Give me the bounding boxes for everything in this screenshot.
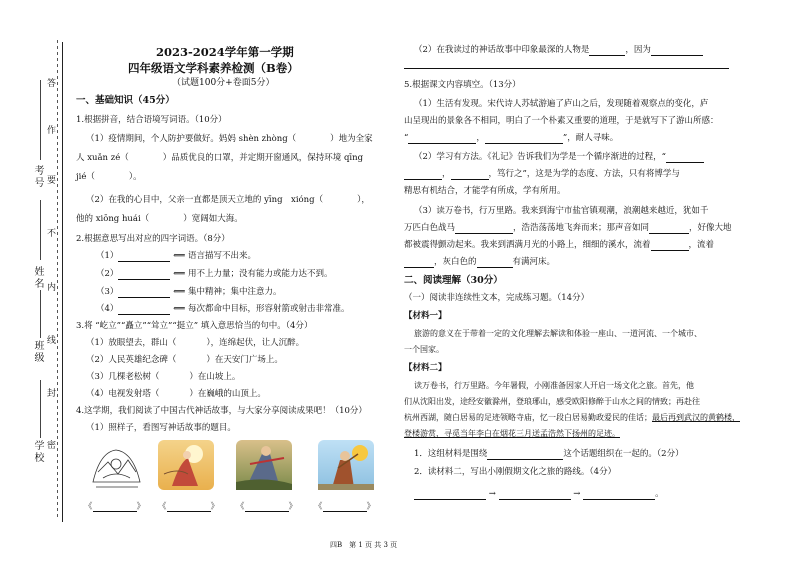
q5-3g: ，灰白色的 有满河床。 bbox=[404, 256, 555, 268]
school-line bbox=[40, 380, 41, 438]
class-line bbox=[40, 290, 41, 338]
margin-word: 不 bbox=[45, 228, 55, 239]
margin-word: 封 bbox=[45, 388, 55, 399]
answer-line bbox=[404, 68, 729, 69]
q1-1-line2: 人 xuǎn zé（ ）品质优良的口罩，并定期开窗通风，保持环境 qīng bbox=[76, 153, 364, 163]
material-2-text4: 登楼游赏，寻觅当年李白在烟花三月送孟浩然下扬州的足迹。 bbox=[404, 429, 620, 438]
margin-word: 线 bbox=[45, 335, 55, 346]
myth-picture-2 bbox=[158, 440, 214, 490]
q2-item: （1） ⟸ 语言描写不出来。 bbox=[96, 251, 257, 261]
material-1-text2: 一个国家。 bbox=[404, 345, 444, 354]
q5-3b: 万匹白色战马 ，浩浩荡荡地飞奔而来；那声音如同 ，好像大地 bbox=[404, 223, 732, 233]
q2-item: （2） ⟸ 用不上力量；没有能力或能力达不到。 bbox=[96, 269, 333, 279]
q1-2-line: （2）在我的心目中，父亲一直都是顶天立地的 yīng xióng（ ）， bbox=[86, 195, 370, 205]
q5-3e: 都被震得颤动起来。我来到洒满月光的小路上，细细的溪水，流着 ，流着 bbox=[404, 240, 715, 250]
caption-4: 《 》 bbox=[314, 502, 376, 512]
q3-title: 3.将 “屹立”“矗立”“耸立”“挺立” 填入意思恰当的句中。（4分） bbox=[76, 321, 313, 331]
q5-1b: 山呈现出的景象各不相同，明白了一个朴素又重要的道理，于是就写下了游山所感： bbox=[404, 116, 719, 126]
material-1-title: 【材料一】 bbox=[404, 311, 447, 321]
margin-word: 要 bbox=[45, 175, 55, 186]
title-subtitle: （试题100分+卷面5分） bbox=[172, 78, 275, 88]
material-2-text: 读万卷书，行万里路。今年暑假，小刚准备因家人开启一场文化之旅。首先，他 bbox=[414, 381, 694, 390]
q3-item: （3）几棵老松树（ ）在山坡上。 bbox=[86, 372, 241, 382]
label-id: 考号 bbox=[32, 165, 43, 189]
q5-title: 5.根据课文内容填空。（13分） bbox=[404, 80, 521, 90]
binding-strip bbox=[0, 0, 60, 561]
margin-word: 答 bbox=[45, 78, 55, 89]
q2-title: 2.根据意思写出对应的四字词语。（8分） bbox=[76, 234, 230, 244]
q1-1-line3: jié（ ）。 bbox=[76, 172, 142, 182]
myth-picture-1 bbox=[88, 442, 144, 492]
material-1-text: 旅游的意义在于带着一定的文化理解去解读和体验一座山、一道河流、一个城市、 bbox=[414, 329, 702, 338]
q3-item: （2）人民英雄纪念碑（ ）在天安门广场上。 bbox=[86, 355, 283, 365]
page-footer: 四B 第 1 页 共 3 页 bbox=[330, 541, 398, 549]
margin-word: 内 bbox=[45, 282, 55, 293]
q5-2d: 精思有机结合，才能学有所成，学有所用。 bbox=[404, 186, 566, 196]
material-2-text2: 们从沈阳出发，途经安徽滁州，登琅琊山，感受欧阳修醉于山水之间的情致；再赴往 bbox=[404, 397, 700, 406]
q3-item: （4）电视发射塔（ ）在巍峨的山顶上。 bbox=[86, 389, 266, 399]
reading-q1: 1．这组材料是围绕 这个话题组织在一起的。（2分） bbox=[414, 449, 684, 459]
name-line bbox=[40, 200, 41, 260]
myth-picture-3 bbox=[236, 440, 292, 490]
q4-title: 4.这学期，我们阅读了中国古代神话故事，与大家分享阅读成果吧！（10分） bbox=[76, 406, 367, 416]
section-reading: 二、阅读理解（30分） bbox=[404, 275, 503, 286]
caption-1: 《 》 bbox=[84, 502, 146, 512]
page-title: 四年级语文学科素养检测（B卷） bbox=[128, 61, 299, 75]
q2-item: （3） ⟸ 集中精神；集中注意力。 bbox=[96, 287, 282, 297]
margin-word: 作 bbox=[45, 125, 55, 136]
caption-3: 《 》 bbox=[236, 502, 298, 512]
q3-item: （1）放眼望去，群山（ ），连绵起伏，让人沉醉。 bbox=[86, 338, 305, 348]
material-2-title: 【材料二】 bbox=[404, 363, 447, 373]
reading-q2: 2．读材料二，写出小刚假期文化之旅的路线。（4分） bbox=[414, 467, 617, 477]
cut-line bbox=[57, 40, 58, 520]
page-border bbox=[62, 42, 63, 522]
q5-2b: ， ，笃行之”，这是为学的态度、方法，只有将博学与 bbox=[404, 168, 680, 180]
route-answer: → → 。 bbox=[414, 488, 664, 500]
margin-word: 密 bbox=[45, 440, 55, 451]
material-2-text3: 杭州西湖，随白居易的足迹领略寺庙，忆一段白居易勤政爱民的佳话；最后再到武汉的黄鹤楼， bbox=[404, 413, 740, 422]
q4-2: （2）在我读过的神话故事中印象最深的人物是 ，因为 bbox=[414, 44, 703, 56]
myth-picture-4 bbox=[318, 440, 374, 490]
q5-2a: （2）学习有方法。《礼记》告诉我们为学是一个循序渐进的过程，“ bbox=[414, 151, 704, 163]
q1-title: 1.根据拼音，结合语境写词语。（10分） bbox=[76, 115, 227, 125]
label-school: 学校 bbox=[32, 440, 43, 464]
caption-2: 《 》 bbox=[158, 502, 220, 512]
title-year: 2023-2024学年第一学期 bbox=[156, 45, 294, 59]
q4-1: （1）照样子，看图写神话故事的题目。 bbox=[86, 423, 236, 433]
q2-item: （4） ⟸ 每次都命中目标，形容射箭或射击非常准。 bbox=[96, 304, 350, 314]
section-basic: 一、基础知识（45分） bbox=[76, 95, 175, 106]
q5-1c: “ ， ”，耐人寻味。 bbox=[404, 133, 619, 143]
id-line bbox=[40, 80, 41, 160]
reading-sub1: （一）阅读非连续性文本，完成练习题。（14分） bbox=[404, 293, 590, 303]
q5-3a: （3）读万卷书，行万里路。我来到海宁市盐官镇观潮，浪潮越来越近，犹如千 bbox=[414, 206, 709, 216]
q1-2-line2: 他的 xiōng huái（ ）宽阔如大海。 bbox=[76, 214, 243, 224]
q5-1a: （1）生活有发现。宋代诗人苏轼游遍了庐山之后，发现随着观察点的变化，庐 bbox=[414, 99, 709, 109]
label-class: 班级 bbox=[32, 340, 43, 364]
q1-1-line: （1）疫情期间，个人防护要做好。妈妈 shèn zhòng（ ）地为全家 bbox=[86, 134, 373, 144]
label-name: 姓名 bbox=[32, 266, 43, 290]
